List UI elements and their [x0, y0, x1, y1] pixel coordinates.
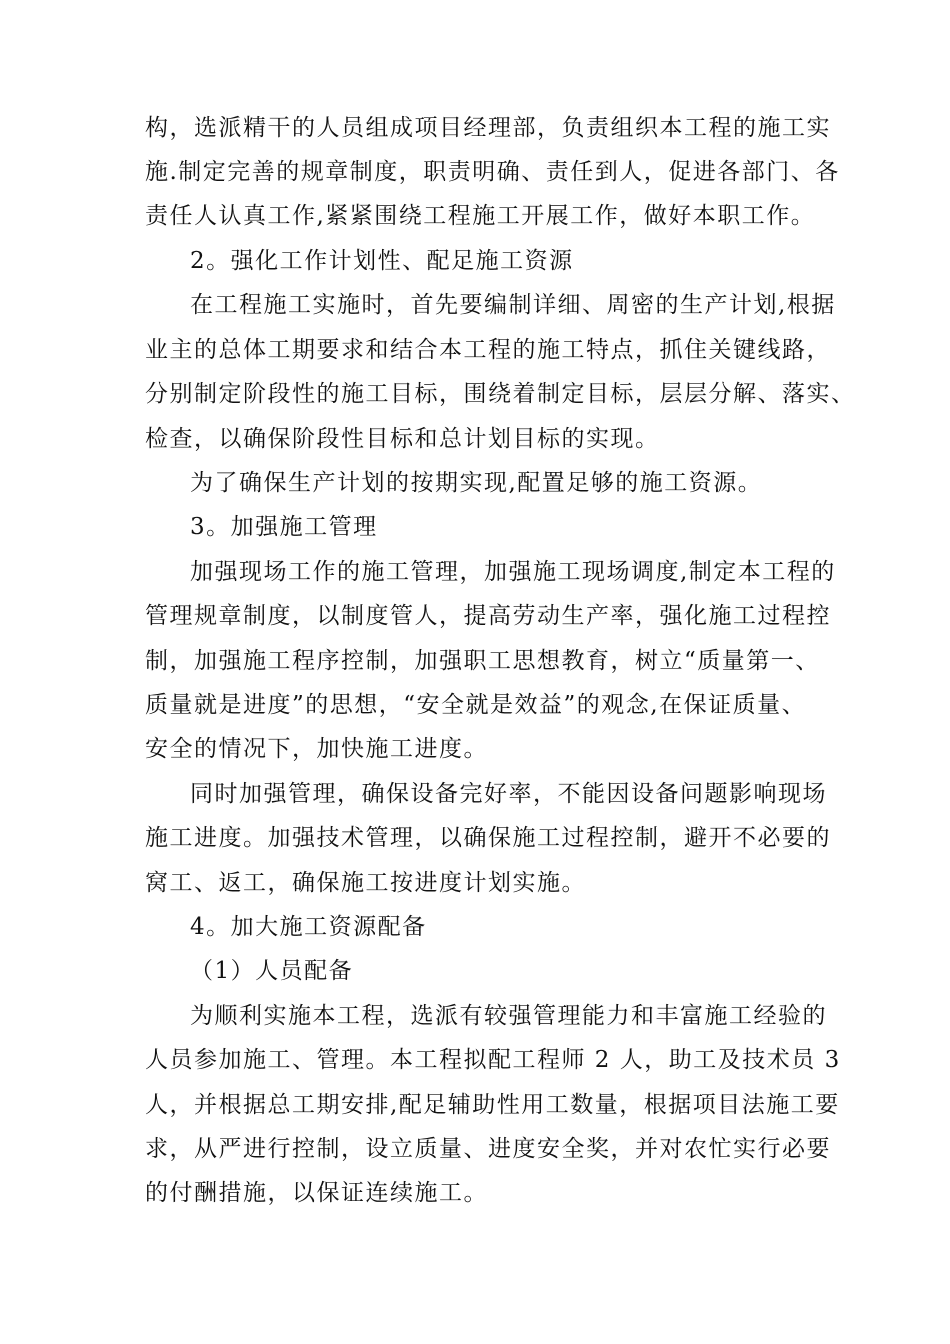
- paragraph-line: 为顺利实施本工程，选派有较强管理能力和丰富施工经验的: [190, 1003, 827, 1029]
- paragraph-line: 责任人认真工作,紧紧围绕工程施工开展工作，做好本职工作。: [145, 203, 816, 229]
- paragraph-line: 质量就是进度”的思想，“安全就是效益”的观念,在保证质量、: [145, 692, 807, 718]
- paragraph-line: 检查，以确保阶段性目标和总计划目标的实现。: [145, 426, 660, 452]
- paragraph-line: 的付酬措施，以保证连续施工。: [145, 1180, 488, 1206]
- paragraph-line: 安全的情况下，加快施工进度。: [145, 736, 488, 762]
- paragraph-line: 在工程施工实施时，首先要编制详细、周密的生产计划,根据: [190, 292, 836, 318]
- paragraph-line: 业主的总体工期要求和结合本工程的施工特点，抓住关键线路，: [145, 337, 831, 363]
- paragraph-line: 为了确保生产计划的按期实现,配置足够的施工资源。: [190, 470, 763, 496]
- paragraph-line: 窝工、返工，确保施工按进度计划实施。: [145, 870, 586, 896]
- paragraph-line: 人，并根据总工期安排,配足辅助性用工数量，根据项目法施工要: [145, 1092, 840, 1118]
- section-heading-4: 4。加大施工资源配备: [190, 914, 427, 940]
- paragraph-line: 加强现场工作的施工管理，加强施工现场调度,制定本工程的: [190, 559, 836, 585]
- paragraph-line: 人员参加施工、管理。本工程拟配工程师 2 人，助工及技术员 3: [145, 1047, 841, 1073]
- paragraph-line: 构，选派精干的人员组成项目经理部，负责组织本工程的施工实: [145, 115, 831, 141]
- subsection-heading: （1）人员配备: [190, 958, 354, 984]
- section-heading-3: 3。加强施工管理: [190, 514, 378, 540]
- paragraph-line: 求，从严进行控制，设立质量、进度安全奖，并对农忙实行必要: [145, 1136, 831, 1162]
- paragraph-line: 管理规章制度，以制度管人，提高劳动生产率，强化施工过程控: [145, 603, 831, 629]
- section-heading-2: 2。强化工作计划性、配足施工资源: [190, 248, 574, 274]
- paragraph-line: 施.制定完善的规章制度，职责明确、责任到人，促进各部门、各: [145, 159, 840, 185]
- paragraph-line: 施工进度。加强技术管理，以确保施工过程控制，避开不必要的: [145, 825, 831, 851]
- paragraph-line: 同时加强管理，确保设备完好率，不能因设备问题影响现场: [190, 781, 827, 807]
- paragraph-line: 分别制定阶段性的施工目标，围绕着制定目标，层层分解、落实、: [145, 381, 856, 407]
- paragraph-line: 制，加强施工程序控制，加强职工思想教育，树立“质量第一、: [145, 648, 820, 674]
